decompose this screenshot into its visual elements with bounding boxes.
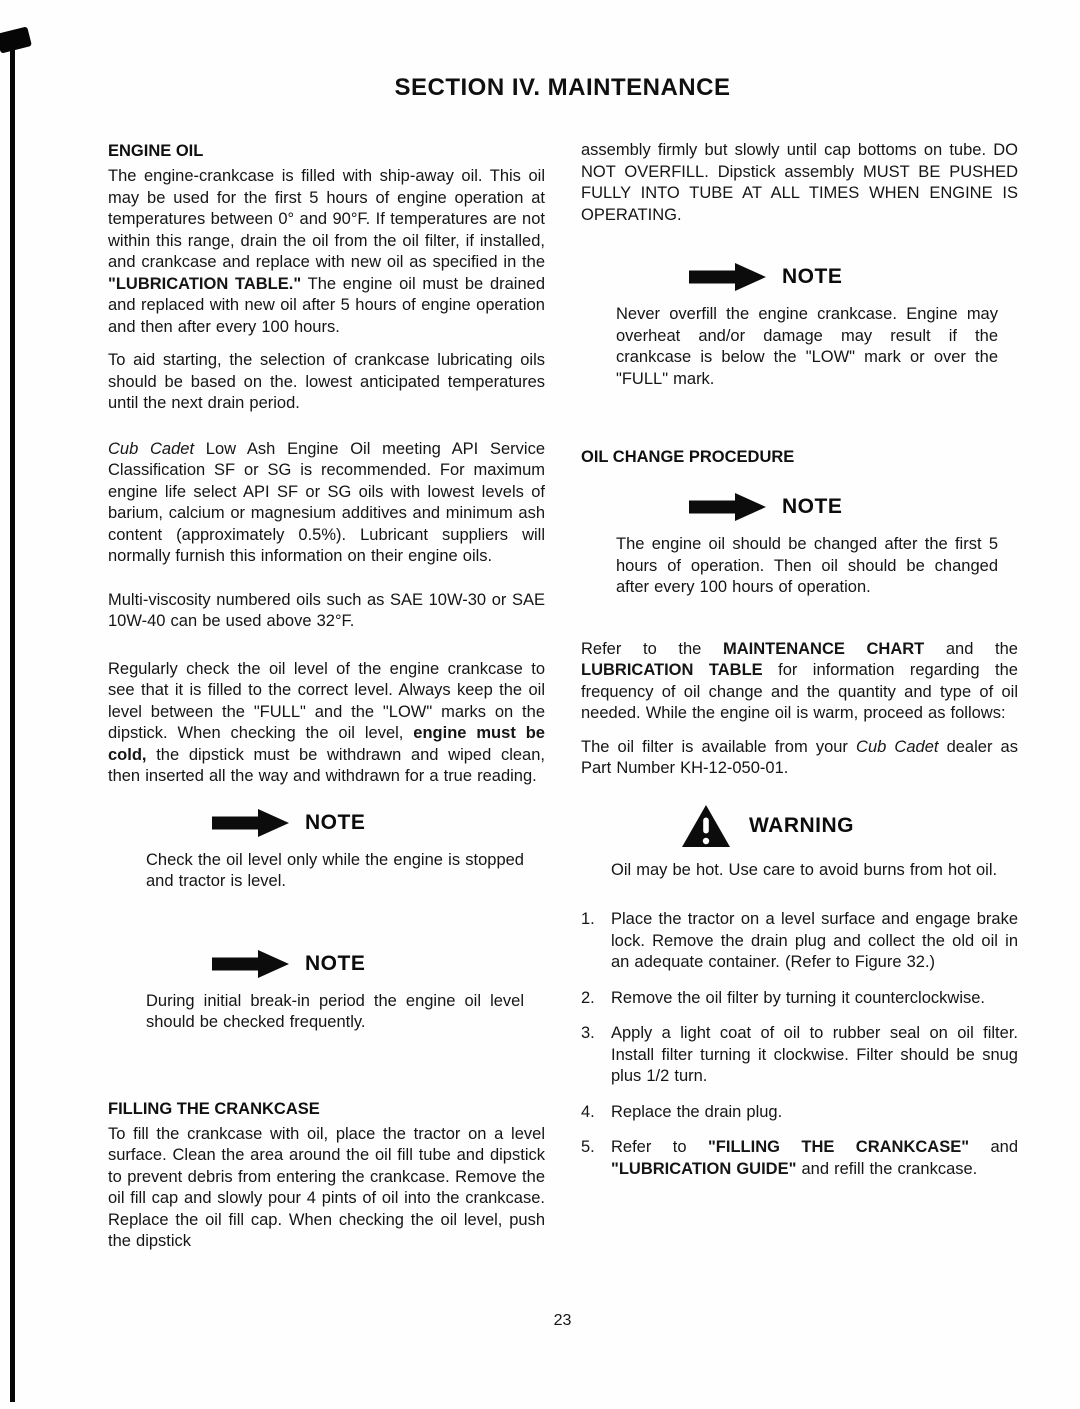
step-number: 5. <box>581 1138 595 1156</box>
step-number: 1. <box>581 910 595 928</box>
refer-paragraph: Refer to the MAINTENANCE CHART and the LUBRICATION TABLE for information regarding the frequency of oil change and the quantity and type of oil needed. While the engine oil is warm, proceed as follows: <box>581 639 1018 722</box>
note-label: NOTE <box>782 265 843 289</box>
list-item <box>581 1137 1018 1180</box>
note-label: NOTE <box>305 951 366 975</box>
engine-oil-paragraph-5: Regularly check the oil level of the engine crankcase to see that it is filled to the correct level. Always keep the oil level between the "FULL" and the "LOW" marks on the dipstick. When checking the oil level, engine must be cold, the dipstick must be withdrawn and wiped clean, then inserted all the way and withdrawn for a true reading. <box>108 659 545 785</box>
note-label: NOTE <box>305 810 366 834</box>
oil-change-procedure-heading: OIL CHANGE PROCEDURE <box>581 448 795 466</box>
right-column <box>581 140 1018 1180</box>
warning-label: WARNING <box>749 813 854 837</box>
step-text: Place the tractor on a level surface and engage brake lock. Remove the drain plug and collect the old oil in an adequate container. (Refer to Figure 32.) <box>611 910 1018 971</box>
warning-triangle-icon <box>681 804 731 848</box>
step-text: Apply a light coat of oil to rubber seal on oil filter. Install filter turning it clockwise. Filter should be snug plus 1/2 turn. <box>611 1024 1018 1085</box>
note-callout-1 <box>212 808 545 838</box>
continuation-paragraph: assembly firmly but slowly until cap bottoms on tube. DO NOT OVERFILL. Dipstick assembly MUST BE PUSHED FULLY INTO TUBE AT ALL TIMES WHEN ENGINE IS OPERATING. <box>581 141 1018 224</box>
engine-oil-paragraph-2: To aid starting, the selection of crankcase lubricating oils should be based on the. lowest anticipated temperatures until the next drain period. <box>108 351 545 412</box>
engine-oil-paragraph-1: The engine-crankcase is filled with ship-away oil. This oil may be used for the first 5 hours of engine operation at temperatures between 0° and 90°F. If temperatures are not within this range, drain the oil from the oil filter, if installed, and crankcase and replace with new oil as specified in the "LUBRICATION TABLE." The engine oil must be drained and replaced with new oil after 5 hours of engine operation and then after every 100 hours. <box>108 167 545 336</box>
step-text: Replace the drain plug. <box>611 1102 783 1121</box>
warning-callout <box>681 804 1018 848</box>
note-arrow-icon <box>212 949 290 979</box>
page-number: 23 <box>553 1312 572 1329</box>
note-callout-4 <box>689 492 1018 522</box>
note-arrow-icon <box>689 262 767 292</box>
section-title: SECTION IV. MAINTENANCE <box>394 74 731 101</box>
step-number: 3. <box>581 1024 595 1042</box>
note-callout-3 <box>689 262 1018 292</box>
note-text-2: During initial break-in period the engine oil level should be checked frequently. <box>146 991 524 1031</box>
left-column <box>108 140 545 1253</box>
scan-edge-line <box>10 36 15 1402</box>
list-item <box>581 988 1018 1010</box>
list-item <box>581 909 1018 974</box>
note-text-4: The engine oil should be changed after the first 5 hours of operation. Then oil should be changed after every 100 hours of operation. <box>616 535 998 596</box>
warning-text: Oil may be hot. Use care to avoid burns from hot oil. <box>611 860 998 879</box>
scan-smudge <box>0 26 32 53</box>
list-item <box>581 1102 1018 1124</box>
oil-change-steps <box>581 909 1018 1180</box>
step-number: 4. <box>581 1102 595 1121</box>
step-number: 2. <box>581 988 595 1007</box>
step-text: Refer to "FILLING THE CRANKCASE" and "LUBRICATION GUIDE" and refill the crankcase. <box>611 1138 1019 1178</box>
note-arrow-icon <box>212 808 290 838</box>
engine-oil-paragraph-3: Cub Cadet Low Ash Engine Oil meeting API Service Classification SF or SG is recommended. For maximum engine life select API SF or SG oils with lowest levels of barium, calcium or magnesium additives and minimum ash content (approximately 0.5%). Lubricant suppliers will normally furnish this information on their engine oils. <box>108 439 545 565</box>
note-label: NOTE <box>782 495 843 519</box>
engine-oil-paragraph-4: Multi-viscosity numbered oils such as SAE 10W-30 or SAE 10W-40 can be used above 32°F. <box>108 590 545 630</box>
note-callout-2 <box>212 949 545 979</box>
list-item <box>581 1023 1018 1088</box>
filling-crankcase-paragraph: To fill the crankcase with oil, place the tractor on a level surface. Clean the area around the oil fill tube and dipstick to prevent debris from entering the crankcase. Remove the oil fill cap and slowly pour 4 pints of oil into the crankcase. Replace the oil fill cap. When checking the oil level, push the dipstick <box>108 1124 545 1250</box>
note-text-3: Never overfill the engine crankcase. Engine may overheat and/or damage may result if the crankcase is below the "LOW" mark or over the "FULL" mark. <box>616 305 998 388</box>
filling-crankcase-heading: FILLING THE CRANKCASE <box>108 1099 320 1118</box>
engine-oil-heading: ENGINE OIL <box>108 142 204 160</box>
step-text: Remove the oil filter by turning it counterclockwise. <box>611 988 985 1007</box>
oil-filter-paragraph: The oil filter is available from your Cub Cadet dealer as Part Number KH-12-050-01. <box>581 737 1018 777</box>
note-arrow-icon <box>689 492 767 522</box>
note-text-1: Check the oil level only while the engine is stopped and tractor is level. <box>146 850 524 890</box>
